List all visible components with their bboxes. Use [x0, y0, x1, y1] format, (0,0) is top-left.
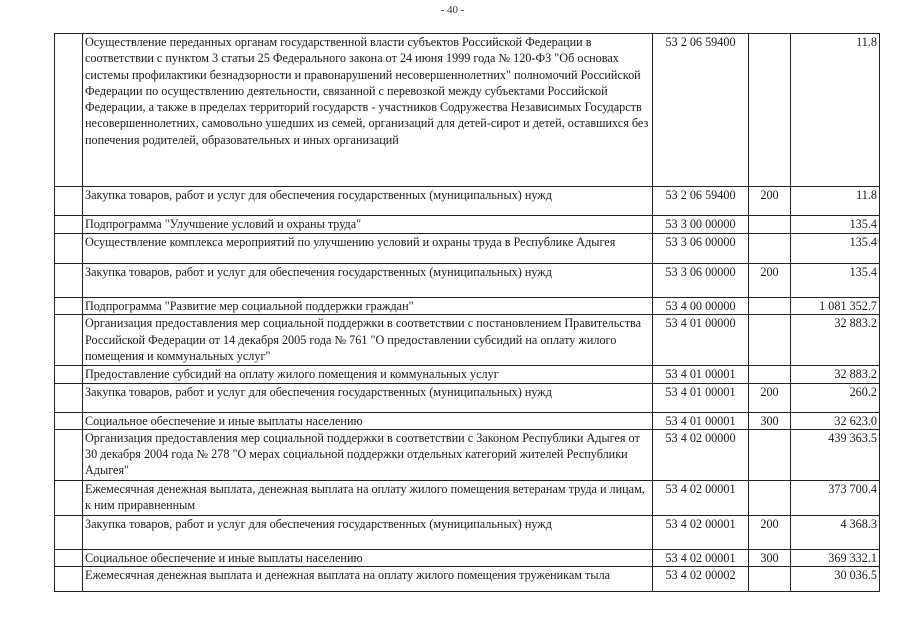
row-number-cell: [55, 480, 83, 515]
row-number-cell: [55, 429, 83, 480]
amount-cell: 369 332.1: [791, 549, 880, 566]
expense-type-cell: 200: [749, 187, 791, 216]
amount-cell: 32 883.2: [791, 315, 880, 366]
table-row: [55, 234, 880, 264]
target-code-cell: 53 3 06 00000: [653, 264, 749, 298]
expense-type-cell: [749, 366, 791, 383]
table-row: [55, 567, 880, 592]
expense-name-cell: Ежемесячная денежная выплата и денежная выплата на оплату жилого помещения труженикам тыла: [83, 567, 653, 592]
expense-name-cell: Организация предоставления мер социальной поддержки в соответствии с Законом Республики Адыгея от 30 декабря 2004 года № 278 "О мерах социальной поддержки отдельных категорий жителей Республики Адыгея": [83, 429, 653, 480]
target-code-cell: 53 4 01 00001: [653, 383, 749, 412]
table-row: [55, 366, 880, 383]
row-number-cell: [55, 34, 83, 187]
target-code-cell: 53 3 00 00000: [653, 216, 749, 234]
amount-cell: 30 036.5: [791, 567, 880, 592]
expense-type-cell: [749, 216, 791, 234]
expense-name-cell: Закупка товаров, работ и услуг для обеспечения государственных (муниципальных) нужд: [83, 264, 653, 298]
row-number-cell: [55, 383, 83, 412]
table-row: [55, 549, 880, 566]
amount-cell: 32 883.2: [791, 366, 880, 383]
row-number-cell: [55, 366, 83, 383]
table-row: [55, 383, 880, 412]
row-number-cell: [55, 567, 83, 592]
target-code-cell: 53 4 01 00000: [653, 315, 749, 366]
table-row: [55, 264, 880, 298]
page-number: - 40 -: [440, 4, 465, 16]
expense-type-cell: [749, 429, 791, 480]
table-row: [55, 216, 880, 234]
expense-type-cell: [749, 567, 791, 592]
target-code-cell: 53 2 06 59400: [653, 34, 749, 187]
expense-type-cell: 200: [749, 383, 791, 412]
expense-type-cell: [749, 298, 791, 315]
expense-name-cell: Предоставление субсидий на оплату жилого помещения и коммунальных услуг: [83, 366, 653, 383]
expense-type-cell: [749, 315, 791, 366]
table-row: [55, 315, 880, 366]
expense-type-cell: 300: [749, 412, 791, 429]
table-row: [55, 429, 880, 480]
expense-name-cell: Осуществление переданных органам государственной власти субъектов Российской Федерации в соответствии с пунктом 3 статьи 25 Федерального закона от 24 июня 1999 года № 120-ФЗ "Об основах системы профилактики безнадзорности и правонарушений несовершеннолетних" полномочий Российской Федерации по осуществлению деятельности, связанной с перевозкой между субъектами Российской Федерации, а также в пределах территорий государств - участников Содружества Независимых Государств несовершеннолетних, самовольно ушедших из семей, организаций для детей-сирот и детей, оставшихся без попечения родителей, образовательных и иных организаций: [83, 34, 653, 187]
target-code-cell: 53 4 01 00001: [653, 412, 749, 429]
budget-table-body: [55, 34, 880, 592]
expense-name-cell: Закупка товаров, работ и услуг для обеспечения государственных (муниципальных) нужд: [83, 383, 653, 412]
expense-name-cell: Закупка товаров, работ и услуг для обеспечения государственных (муниципальных) нужд: [83, 187, 653, 216]
table-row: [55, 187, 880, 216]
target-code-cell: 53 4 02 00002: [653, 567, 749, 592]
amount-cell: 260.2: [791, 383, 880, 412]
amount-cell: 439 363.5: [791, 429, 880, 480]
expense-name-cell: Организация предоставления мер социальной поддержки в соответствии с постановлением Правительства Российской Федерации от 14 декабря 2005 года № 761 "О предоставлении субсидий на оплату жилого помещения и коммунальных услуг": [83, 315, 653, 366]
amount-cell: 4 368.3: [791, 515, 880, 549]
table-row: [55, 480, 880, 515]
expense-name-cell: Социальное обеспечение и иные выплаты населению: [83, 549, 653, 566]
target-code-cell: 53 4 02 00000: [653, 429, 749, 480]
amount-cell: 11.8: [791, 34, 880, 187]
expense-type-cell: [749, 34, 791, 187]
amount-cell: 1 081 352.7: [791, 298, 880, 315]
expense-name-cell: Подпрограмма "Улучшение условий и охраны труда": [83, 216, 653, 234]
row-number-cell: [55, 234, 83, 264]
amount-cell: 135.4: [791, 234, 880, 264]
target-code-cell: 53 3 06 00000: [653, 234, 749, 264]
expense-name-cell: Ежемесячная денежная выплата, денежная выплата на оплату жилого помещения ветеранам труда и лицам, к ним приравненным: [83, 480, 653, 515]
amount-cell: 32 623.0: [791, 412, 880, 429]
expense-name-cell: Социальное обеспечение и иные выплаты населению: [83, 412, 653, 429]
expense-type-cell: 200: [749, 515, 791, 549]
budget-table: [54, 33, 880, 592]
expense-type-cell: [749, 480, 791, 515]
expense-name-cell: Подпрограмма "Развитие мер социальной поддержки граждан": [83, 298, 653, 315]
amount-cell: 135.4: [791, 216, 880, 234]
expense-type-cell: 200: [749, 264, 791, 298]
target-code-cell: 53 4 02 00001: [653, 480, 749, 515]
table-row: [55, 515, 880, 549]
row-number-cell: [55, 412, 83, 429]
target-code-cell: 53 4 01 00001: [653, 366, 749, 383]
row-number-cell: [55, 515, 83, 549]
row-number-cell: [55, 549, 83, 566]
target-code-cell: 53 4 00 00000: [653, 298, 749, 315]
expense-type-cell: 300: [749, 549, 791, 566]
expense-name-cell: Осуществление комплекса мероприятий по улучшению условий и охраны труда в Республике Адыгея: [83, 234, 653, 264]
amount-cell: 11.8: [791, 187, 880, 216]
row-number-cell: [55, 187, 83, 216]
row-number-cell: [55, 298, 83, 315]
table-row: [55, 34, 880, 187]
row-number-cell: [55, 216, 83, 234]
expense-type-cell: [749, 234, 791, 264]
target-code-cell: 53 4 02 00001: [653, 549, 749, 566]
target-code-cell: 53 4 02 00001: [653, 515, 749, 549]
target-code-cell: 53 2 06 59400: [653, 187, 749, 216]
amount-cell: 373 700.4: [791, 480, 880, 515]
table-row: [55, 412, 880, 429]
expense-name-cell: Закупка товаров, работ и услуг для обеспечения государственных (муниципальных) нужд: [83, 515, 653, 549]
row-number-cell: [55, 264, 83, 298]
table-row: [55, 298, 880, 315]
row-number-cell: [55, 315, 83, 366]
amount-cell: 135.4: [791, 264, 880, 298]
